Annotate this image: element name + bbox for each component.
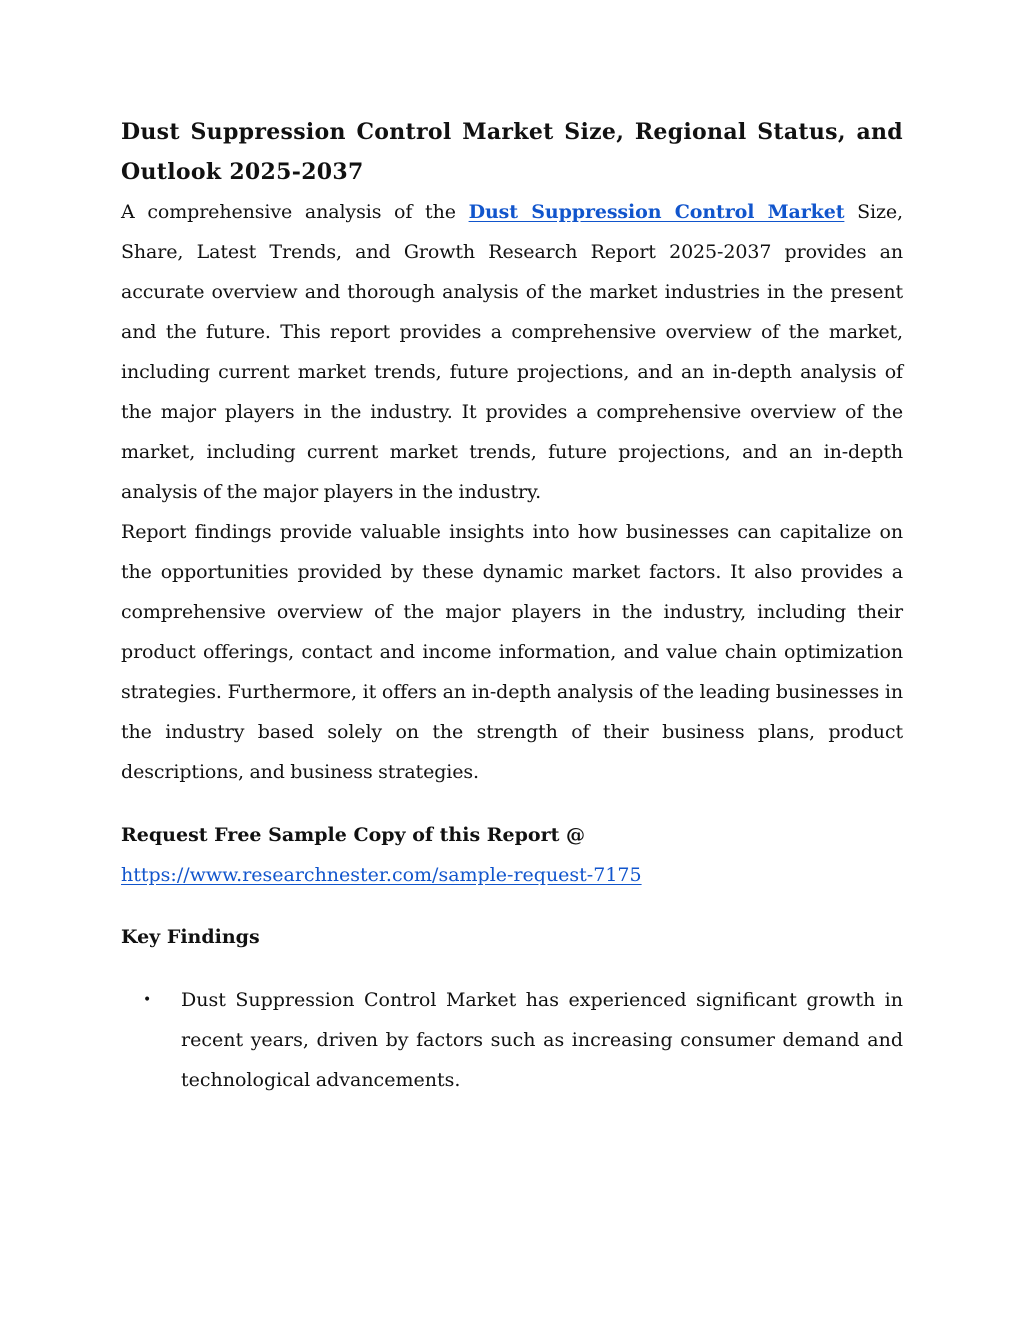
findings-paragraph: Report findings provide valuable insights into how businesses can capitalize on the opportunities provided by these dynamic market factors. It also provides a comprehensive overview of the major players in the industry, including their product offerings, contact and income information, and value chain optimization strategies. Furthermore, it offers an in-depth analysis of the leading businesses in the industry based solely on the strength of their business plans, product descriptions, and business strategies. <box>121 521 903 783</box>
key-findings-heading: Key Findings <box>121 926 260 948</box>
request-sample-label: Request Free Sample Copy of this Report @ <box>121 824 586 846</box>
request-sample-link[interactable]: https://www.researchnester.com/sample-request-7175 <box>121 864 642 886</box>
intro-rest: Size, Share, Latest Trends, and Growth Research Report 2025-2037 provides an accurate overview and thorough analysis of the market industries in the present and the future. This report provides a comprehensive overview of the market, including current market trends, future projections, and an in-depth analysis of the major players in the industry. It provides a comprehensive overview of the market, including current market trends, future projections, and an in-depth analysis of the major players in the industry. <box>121 201 903 503</box>
list-item <box>121 980 903 1100</box>
key-findings-list <box>121 980 903 1100</box>
intro-prefix: A comprehensive analysis of the <box>121 201 469 223</box>
market-report-link[interactable]: Dust Suppression Control Market <box>468 201 845 223</box>
intro-paragraph <box>121 192 903 512</box>
document-title: Dust Suppression Control Market Size, Regional Status, and Outlook 2025-2037 <box>121 119 903 185</box>
bullet-icon: • <box>143 992 152 1008</box>
finding-text: Dust Suppression Control Market has experienced significant growth in recent years, driven by factors such as increasing consumer demand and technological advancements. <box>181 989 903 1091</box>
document-page <box>121 112 903 1100</box>
